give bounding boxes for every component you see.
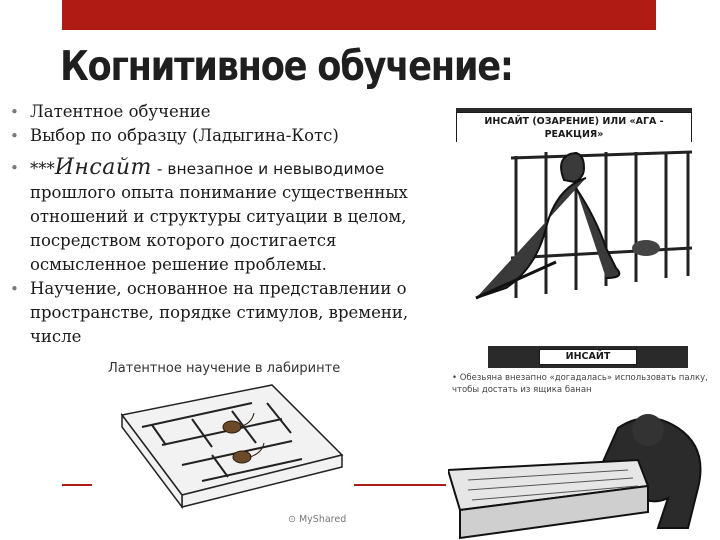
bullet-dot-icon: • <box>10 280 19 298</box>
bullet-dot-icon: • <box>10 103 19 121</box>
cage-chimp-drawing <box>456 108 692 308</box>
insight-term: Инсайт <box>54 155 152 180</box>
insight-note: • Обезьяна внезапно «догадалась» использовать палку, чтобы достать из ящика банан <box>452 373 708 395</box>
bullet-list <box>10 100 440 349</box>
watermark-text: MyShared <box>298 514 347 525</box>
top-accent-bar <box>62 0 656 30</box>
insight-label: ИНСАЙТ (ОЗАРЕНИЕ) ИЛИ «АГА - РЕАКЦИЯ» <box>456 112 692 144</box>
bullet-insight <box>10 156 440 277</box>
bullet-latent <box>10 100 440 124</box>
maze-figure <box>92 345 354 535</box>
insight-label2-box <box>488 346 688 368</box>
bullet-text: Научение, основанное на представлении о пространстве, порядке стимулов, времени, числе <box>30 279 409 346</box>
chimp-box-drawing <box>448 400 718 540</box>
watermark-logo: ⊙ MyShared <box>288 514 347 525</box>
maze-caption: Латентное научение в лабиринте <box>108 361 341 376</box>
insight-label2: ИНСАЙТ <box>539 349 638 365</box>
slide-title: Когнитивное обучение: <box>60 42 513 90</box>
bullet-sample-choice <box>10 124 440 148</box>
bullet-text: Латентное обучение <box>30 102 211 121</box>
bullet-space-learning <box>10 277 440 349</box>
bullet-dot-icon: • <box>10 127 19 145</box>
insight-definition: прошлого опыта понимание существенных отношений и структуры ситуации в целом, посредством которого достигается осмысленное решение проблемы. <box>30 183 408 274</box>
insight-illustration <box>456 108 692 308</box>
bullet-dot-icon: • <box>10 159 19 177</box>
bullet-text: Выбор по образцу (Ладыгина-Котс) <box>30 126 339 145</box>
insight-prefix: *** <box>30 159 55 178</box>
insight-rest: - внезапное и невыводимое <box>151 160 385 178</box>
divider-line-right <box>354 484 446 486</box>
divider-line-left <box>62 484 92 486</box>
maze-drawing <box>92 345 354 535</box>
